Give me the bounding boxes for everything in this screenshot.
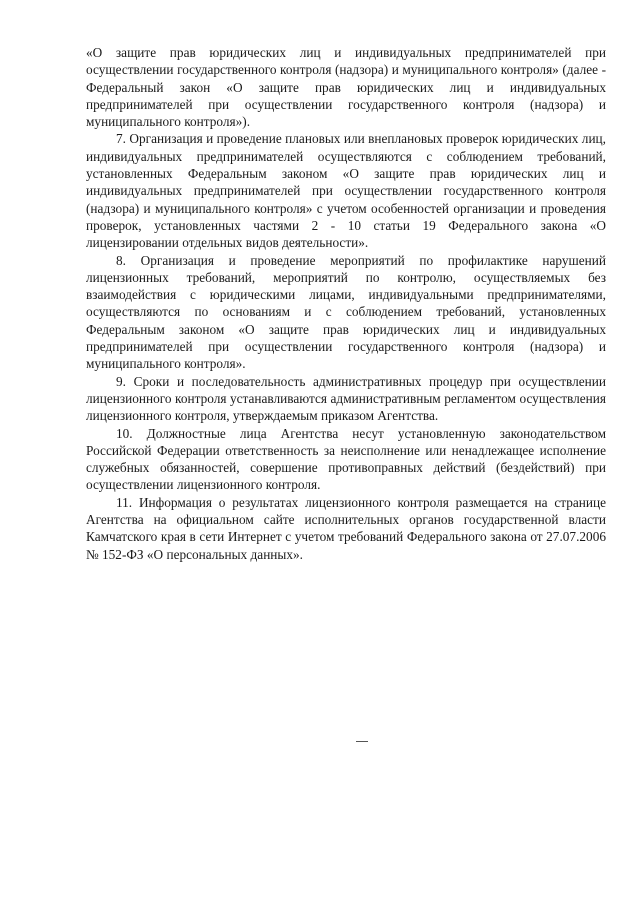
end-of-document-line (356, 741, 368, 742)
paragraph-8: 8. Организация и проведение мероприятий по профилактике нарушений лицензионных требований, мероприятий по контролю, осуществляемых без взаимодействия с юридическими лицами, индивидуальными предпринимателями, осуществляются по основаниям и с соблюдением требований, установленных Федеральным законом «О защите прав юридических лиц и индивидуальных предпринимателей при осуществлении государственного контроля (надзора) и муниципального контроля». (86, 252, 606, 372)
paragraph-9: 9. Сроки и последовательность административных процедур при осуществлении лицензионного контроля устанавливаются административным регламентом осуществления лицензионного контроля, утверждаемым приказом Агентства. (86, 373, 606, 424)
paragraph-7: 7. Организация и проведение плановых или внеплановых проверок юридических лиц, индивидуальных предпринимателей осуществляются с соблюдением требований, установленных Федеральным законом «О защите прав юридических лиц и индивидуальных предпринимателей при осуществлении государственного контроля (надзора) и муниципального контроля» с учетом особенностей организации и проведения проверок, установленных частями 2 - 10 статьи 19 Федерального закона «О лицензировании отдельных видов деятельности». (86, 131, 606, 251)
paragraph-continuation: «О защите прав юридических лиц и индивидуальных предпринимателей при осуществлении государственного контроля (надзора) и муниципального контроля» (далее - Федеральный закон «О защите прав юридических лиц и индивидуальных предпринимателей при осуществлении государственного контроля (надзора) и муниципального контроля»). (86, 45, 606, 130)
paragraph-10: 10. Должностные лица Агентства несут установленную законодательством Российской Федерации ответственность за неисполнение или ненадлежащее исполнение служебных обязанностей, совершение противоправных действий (бездействий) при осуществлении лицензионного контроля. (86, 425, 606, 493)
paragraph-11: 11. Информация о результатах лицензионного контроля размещается на странице Агентства на официальном сайте исполнительных органов государственной власти Камчатского края в сети Интернет с учетом требований Федерального закона от 27.07.2006 № 152-ФЗ «О персональных данных». (86, 494, 606, 562)
document-page (86, 44, 606, 563)
